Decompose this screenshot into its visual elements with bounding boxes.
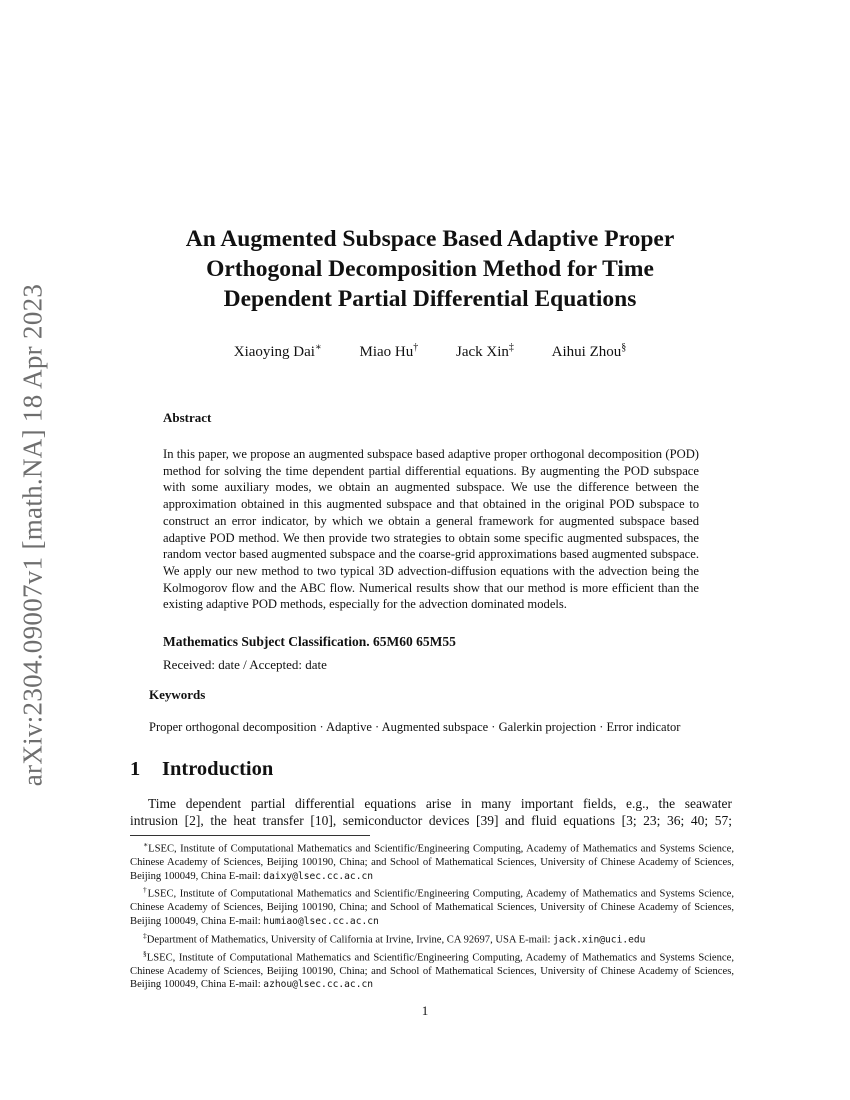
footnotes (130, 838, 734, 992)
footnote (130, 838, 734, 883)
author (552, 342, 627, 361)
subject-classification: Mathematics Subject Classification. 65M60 65M55 (163, 634, 456, 649)
footnote (130, 947, 734, 992)
footnote-text: LSEC, Institute of Computational Mathematics and Scientific/Engineering Computing, Academy of Mathematics and Systems Science, Chinese Academy of Sciences, Beijing 100190, China; and School of Mathematical Sciences, University of Chinese Academy of Sciences, Beijing 100049, China E-mail: (130, 888, 734, 928)
author (360, 342, 419, 361)
author-email: jack.xin@uci.edu (553, 934, 646, 946)
author-email: daixy@lsec.cc.ac.cn (263, 870, 374, 882)
footnote-mark: ∗ (143, 840, 149, 849)
author (456, 342, 514, 361)
section-heading (130, 758, 273, 781)
footnote-mark: † (143, 885, 148, 895)
author-email: azhou@lsec.cc.ac.cn (263, 979, 374, 991)
author-list (120, 342, 740, 361)
author-footnote-mark: § (621, 342, 627, 353)
footnote-text: LSEC, Institute of Computational Mathematics and Scientific/Engineering Computing, Academy of Mathematics and Systems Science, Chinese Academy of Sciences, Beijing 100190, China; and School of Mathematical Sciences, University of Chinese Academy of Sciences, Beijing 100049, China E-mail: (130, 952, 734, 991)
author-email: humiao@lsec.cc.ac.cn (263, 916, 379, 928)
received-date: Received: date / Accepted: date (163, 657, 327, 672)
author-name: Xiaoying Dai (233, 344, 315, 360)
author-name: Miao Hu (359, 344, 414, 360)
title-line: Orthogonal Decomposition Method for Time (206, 256, 654, 282)
introduction-paragraph (130, 795, 732, 829)
title-line: An Augmented Subspace Based Adaptive Proper (185, 226, 675, 252)
paragraph-line: intrusion [2], the heat transfer [10], semiconductor devices [39] and fluid equations [3; 23; 36; 40; 57; (130, 813, 732, 828)
arxiv-sidebar (0, 0, 60, 1100)
footnote (130, 929, 734, 947)
author-footnote-mark: † (413, 342, 419, 353)
abstract-heading: Abstract (163, 410, 212, 425)
paragraph-line: Time dependent partial differential equations arise in many important fields, e.g., the seawater (148, 796, 732, 811)
footnote-mark: § (143, 948, 147, 958)
footnote (130, 883, 734, 928)
footnote-mark: ‡ (143, 930, 147, 940)
page-number: 1 (421, 1003, 429, 1018)
section-number: 1 (130, 758, 141, 780)
arxiv-stamp: arXiv:2304.09007v1 [math.NA] 18 Apr 2023 (17, 283, 48, 787)
keywords-list: Proper orthogonal decomposition · Adaptive · Augmented subspace · Galerkin projection · Error indicator (149, 720, 681, 734)
title-line: Dependent Partial Differential Equations (223, 286, 637, 312)
footnote-text: LSEC, Institute of Computational Mathematics and Scientific/Engineering Computing, Academy of Mathematics and Systems Science, Chinese Academy of Sciences, Beijing 100190, China; and School of Mathematical Sciences, University of Chinese Academy of Sciences, Beijing 100049, China E-mail: (130, 843, 734, 882)
author-footnote-mark: ‡ (508, 342, 514, 353)
footnote-divider (130, 835, 370, 836)
author (234, 342, 322, 361)
author-footnote-mark: ∗ (314, 342, 322, 353)
author-name: Aihui Zhou (551, 344, 622, 360)
keywords-heading: Keywords (149, 687, 206, 702)
paper-title (120, 224, 740, 314)
author-name: Jack Xin (456, 344, 509, 360)
section-title: Introduction (162, 758, 274, 780)
footnote-text: Department of Mathematics, University of California at Irvine, Irvine, CA 92697, USA E-mail: (146, 934, 554, 946)
abstract-body: In this paper, we propose an augmented subspace based adaptive proper orthogonal decomposition (POD) method for solving the time dependent partial differential equations. By augmenting the POD subspace with some auxiliary modes, we obtain an augmented subspace. We use the difference between the approximation obtained in this augmented subspace and that obtained in the original POD subspace to construct an error indicator, by which we obtain a general framework for augmented subspace based adaptive POD method. We then provide two strategies to obtain some specific augmented subspaces, the random vector based augmented subspace and the coarse-grid approximations based augmented subspace. We apply our new method to two typical 3D advection-diffusion equations with the advection being the Kolmogorov flow and the ABC flow. Numerical results show that our method is more efficient than the existing adaptive POD methods, especially for the advection dominated models. (163, 447, 699, 612)
